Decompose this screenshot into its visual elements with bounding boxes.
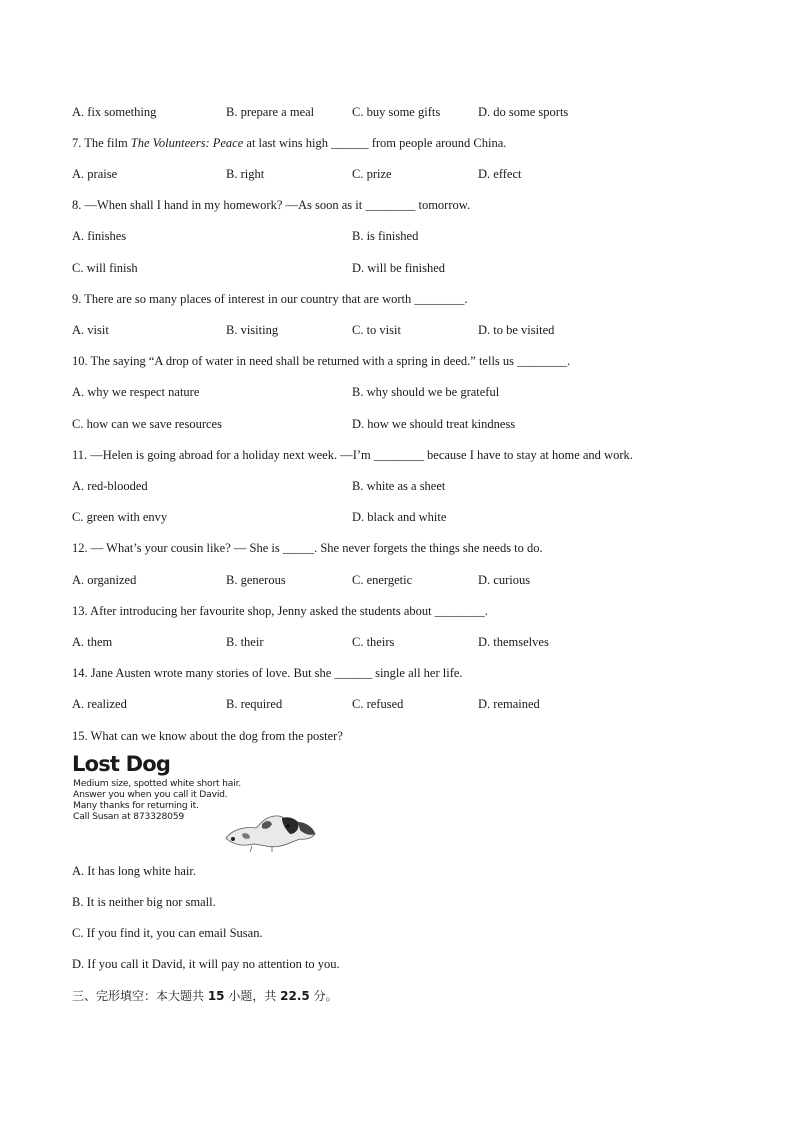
option-d[interactable]: D. black and white	[352, 510, 447, 524]
dog-image	[222, 808, 317, 852]
question-text: —Helen is going abroad for a holiday next week. —I’m ________ because I have to stay at home and work.	[87, 448, 633, 462]
question-number: 14.	[72, 666, 88, 680]
option-d[interactable]: D. do some sports	[478, 105, 569, 119]
section-heading-text: 分。	[309, 989, 338, 1003]
option-b[interactable]: B. generous	[226, 573, 286, 587]
option-c[interactable]: C. buy some gifts	[352, 105, 441, 119]
option-c[interactable]: C. theirs	[352, 635, 395, 649]
option-b[interactable]: B. required	[226, 697, 283, 711]
section-count: 15	[207, 989, 225, 1003]
option-b[interactable]: B. It is neither big nor small.	[72, 895, 216, 909]
option-d[interactable]: D. themselves	[478, 635, 549, 649]
option-b[interactable]: B. visiting	[226, 323, 279, 337]
option-a[interactable]: A. visit	[72, 323, 109, 337]
question-text: — What’s your cousin like? — She is _____. She never forgets the things she needs to do.	[87, 541, 543, 555]
option-c[interactable]: C. refused	[352, 697, 404, 711]
question-text: The film	[81, 136, 131, 150]
poster-title: Lost Dog	[72, 752, 171, 776]
option-a[interactable]: A. red-blooded	[72, 479, 148, 493]
question-15	[72, 728, 343, 744]
option-d[interactable]: D. remained	[478, 697, 540, 711]
option-a[interactable]: A. realized	[72, 697, 127, 711]
option-a[interactable]: A. praise	[72, 167, 118, 181]
question-number: 9.	[72, 292, 82, 306]
option-c[interactable]: C. how can we save resources	[72, 417, 222, 431]
question-13	[72, 603, 488, 619]
option-c[interactable]: C. to visit	[352, 323, 401, 337]
option-a[interactable]: A. It has long white hair.	[72, 864, 196, 878]
question-text: There are so many places of interest in our country that are worth ________.	[81, 292, 468, 306]
question-text: What can we know about the dog from the poster?	[87, 729, 343, 743]
question-9	[72, 291, 467, 307]
option-d[interactable]: D. If you call it David, it will pay no attention to you.	[72, 957, 340, 971]
option-c[interactable]: C. prize	[352, 167, 392, 181]
question-number: 7.	[72, 136, 82, 150]
question-8	[72, 197, 470, 213]
option-a[interactable]: A. finishes	[72, 229, 127, 243]
option-c[interactable]: C. energetic	[352, 573, 413, 587]
option-d[interactable]: D. curious	[478, 573, 531, 587]
option-b[interactable]: B. white as a sheet	[352, 479, 446, 493]
question-7	[72, 135, 506, 151]
question-number: 8.	[72, 198, 82, 212]
poster-line: Many thanks for returning it.	[73, 800, 199, 811]
option-b[interactable]: B. is finished	[352, 229, 419, 243]
question-text: The saying “A drop of water in need shall be returned with a spring in deed.” tells us ________.	[87, 354, 571, 368]
option-a[interactable]: A. organized	[72, 573, 137, 587]
question-number: 12.	[72, 541, 88, 555]
question-number: 15.	[72, 729, 88, 743]
film-title: The Volunteers: Peace	[130, 136, 244, 150]
poster-line: Answer you when you call it David.	[73, 789, 228, 800]
option-d[interactable]: D. how we should treat kindness	[352, 417, 516, 431]
option-b[interactable]: B. why should we be grateful	[352, 385, 500, 399]
question-12	[72, 540, 543, 556]
question-number: 11.	[72, 448, 88, 462]
option-a[interactable]: A. why we respect nature	[72, 385, 200, 399]
question-11	[72, 447, 633, 463]
option-a[interactable]: A. them	[72, 635, 113, 649]
question-number: 13.	[72, 604, 88, 618]
question-number: 10.	[72, 354, 88, 368]
lost-dog-poster	[72, 752, 262, 852]
question-text: Jane Austen wrote many stories of love. But she ______ single all her life.	[87, 666, 463, 680]
option-b[interactable]: B. right	[226, 167, 265, 181]
poster-line: Call Susan at 873328059	[73, 811, 185, 822]
section-heading-text: 小题，共	[224, 989, 281, 1003]
question-10	[72, 353, 570, 369]
option-d[interactable]: D. to be visited	[478, 323, 555, 337]
option-c[interactable]: C. will finish	[72, 261, 138, 275]
question-text: —When shall I hand in my homework? —As soon as it ________ tomorrow.	[81, 198, 471, 212]
option-c[interactable]: C. If you find it, you can email Susan.	[72, 926, 263, 940]
poster-line: Medium size, spotted white short hair.	[73, 778, 242, 789]
option-a[interactable]: A. fix something	[72, 105, 157, 119]
option-b[interactable]: B. their	[226, 635, 264, 649]
option-d[interactable]: D. effect	[478, 167, 522, 181]
option-d[interactable]: D. will be finished	[352, 261, 446, 275]
section-heading-text: 三、完形填空：本大题共	[72, 989, 208, 1003]
section-points: 22.5	[280, 989, 310, 1003]
question-text: After introducing her favourite shop, Jenny asked the students about ________.	[87, 604, 488, 618]
option-c[interactable]: C. green with envy	[72, 510, 168, 524]
question-14	[72, 665, 463, 681]
question-text: at last wins high ______ from people around China.	[243, 136, 507, 150]
option-b[interactable]: B. prepare a meal	[226, 105, 315, 119]
section-heading	[72, 988, 338, 1004]
